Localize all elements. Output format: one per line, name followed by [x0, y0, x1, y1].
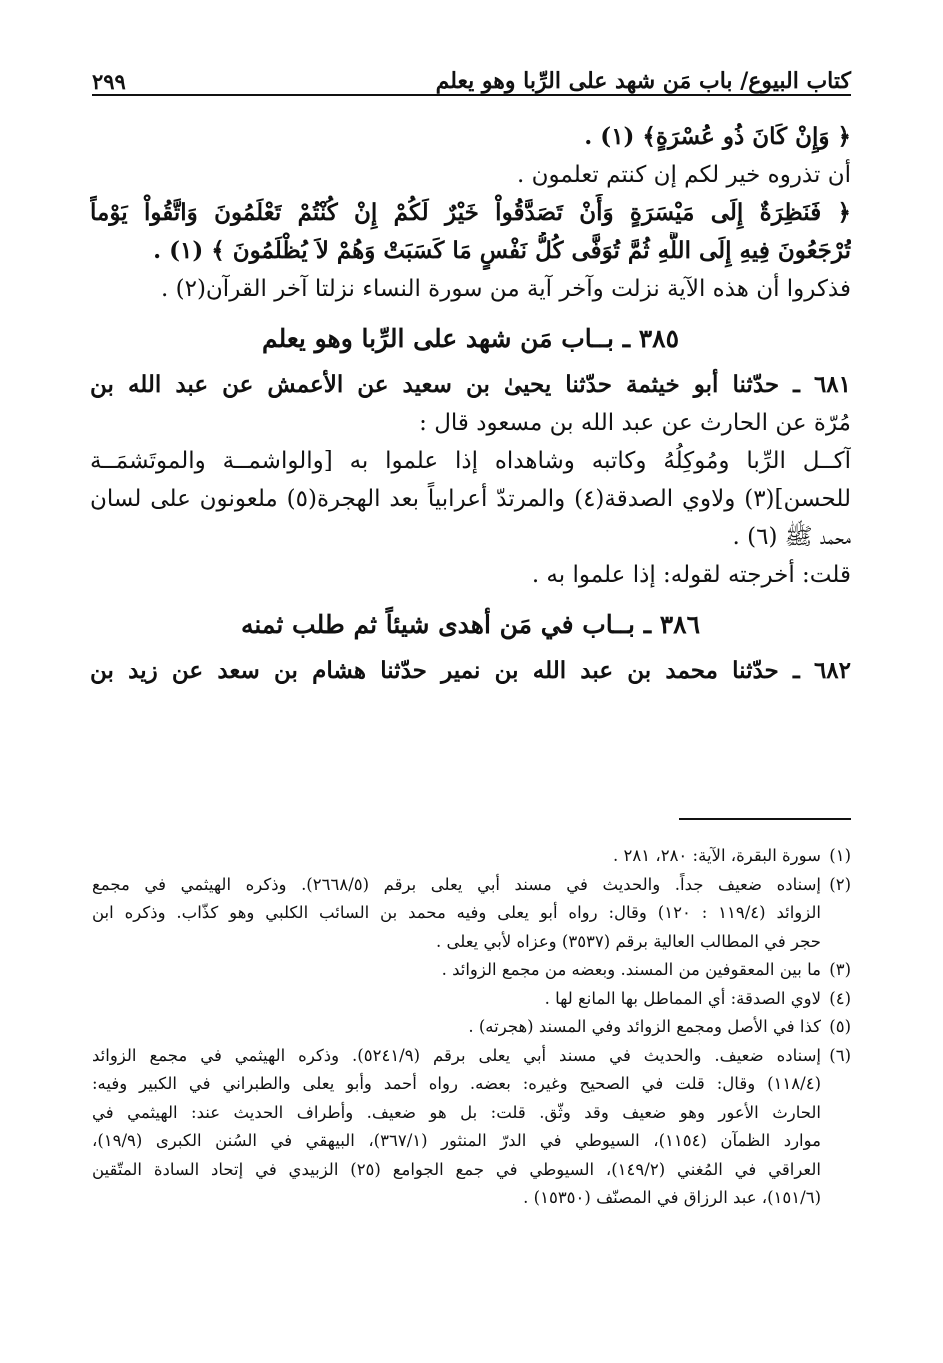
hadith-681-line: محمد ﷺ (٦) .: [732, 524, 851, 550]
footnote: [92, 985, 851, 1014]
quran-verse-line: ﴿ فَنَظِرَةٌ إِلَى مَيْسَرَةٍ وَأَنْ تَصَدَّقُواْ خَيْرٌ لَكُمْ إِنْ كُنْتُمْ تَعْلَمُونَ وَاتَّقُواْ يَوْماً: [90, 199, 851, 226]
page-header: [92, 58, 851, 96]
footnotes: [92, 842, 851, 1213]
footnote-line: ما بين المعقوفين من المسند. وبعضه من مجمع الزوائد .: [441, 960, 821, 979]
main-text: [90, 118, 851, 690]
hadith-681-isnad: ٦٨١ ـ حدّثنا أبو خيثمة حدّثنا يحيىٰ بن سعيد عن الأعمش عن عبد الله بن: [90, 371, 851, 398]
footnote-number: (٦): [829, 1045, 851, 1065]
footnote-line: لاوي الصدقة: أي المماطل بها المانع لها .: [544, 988, 821, 1008]
footnote-separator: [679, 818, 851, 820]
footnote-line: الحارث الأعور وهو ضعيف وقد وثّق. قلت: بل هو ضعيف. وأطراف الحديث عند: الهيثمي في: [92, 1102, 821, 1122]
running-title: كتاب البيوع/ باب مَن شهد على الرِّبا وهو يعلم: [435, 68, 851, 94]
page-number: ٢٩٩: [92, 69, 126, 94]
footnote: [92, 842, 851, 871]
footnote-number: (٤): [829, 988, 851, 1008]
quran-verse-line: تُرْجَعُونَ فِيهِ إِلَى اللَّهِ ثُمَّ تُوَفَّى كُلُّ نَفْسٍ مَا كَسَبَتْ وَهُمْ لاَ يُظْلَمُونَ ﴾ (١) .: [153, 237, 851, 264]
text-line: فذكروا أن هذه الآية نزلت وآخر آية من سورة النساء نزلتا آخر القرآن(٢) .: [160, 276, 851, 302]
footnote: [92, 871, 851, 957]
footnote-number: (١): [829, 846, 851, 865]
footnote-line: سورة البقرة، الآية: ٢٨٠، ٢٨١ .: [613, 846, 821, 865]
chapter-title-385: ٣٨٥ ـ بــاب مَن شهد على الرِّبا وهو يعلم: [261, 324, 680, 353]
hadith-682-isnad: ٦٨٢ ـ حدّثنا محمد بن عبد الله بن نمير حدّثنا هشام بن سعد عن زيد بن: [90, 657, 851, 684]
footnote-line: إسناده ضعيف. والحديث في مسند أبي يعلى برقم (٥٢٤١/٩). وذكره الهيثمي في مجمع الزوائد: [92, 1045, 821, 1065]
footnote: [92, 1013, 851, 1042]
footnote-line: كذا في الأصل ومجمع الزوائد وفي المسند (هجرته) .: [468, 1017, 821, 1036]
footnote-number: (٥): [829, 1017, 851, 1036]
author-note: قلت: أخرجته لقوله: إذا علموا به .: [531, 562, 851, 588]
text-line: أن تذروه خير لكم إن كنتم تعلمون .: [517, 162, 851, 188]
quran-verse-line: ﴿ وَإِنْ كَانَ ذُو عُسْرَةٍ﴾ (١) .: [584, 123, 851, 150]
footnote-number: (٢): [829, 874, 851, 894]
footnote: [92, 1042, 851, 1213]
footnote-line: حجر في المطالب العالية برقم (٣٥٣٧) وعزاه لأبي يعلى .: [435, 931, 821, 951]
footnote-line: موارد الظمآن (١١٥٤)، السيوطي في الدرّ المنثور (٣٦٧/١)، البيهقي في السُنن الكبرى (١٩/٩)،: [92, 1131, 821, 1150]
hadith-681-line: مُرّة عن الحارث عن عبد الله بن مسعود قال :: [419, 410, 851, 436]
footnote-line: (١٥١/٦)، عبد الرزاق في المصنّف (١٥٣٥٠) .: [523, 1188, 821, 1207]
chapter-title-386: ٣٨٦ ـ بــاب في مَن أهدى شيئاً ثم طلب ثمنه: [240, 610, 701, 639]
hadith-681-line: آكــل الرِّبا ومُوكِلُهُ وكاتبه وشاهداه إذا علموا به [والواشمــة والموتَشمَــة: [90, 448, 851, 474]
footnote-line: العراقي في المُغني (١٤٩/٢)، السيوطي في جمع الجوامع (٢٥) الزبيدي في إتحاد السادة المتّقين: [92, 1159, 821, 1179]
footnote-number: (٣): [829, 960, 851, 979]
footnote-line: الزوائد (١١٩/٤ : ١٢٠) وقال: رواه أبو يعلى وفيه محمد بن السائب الكلبي وهو كذّاب. وذكره ابن: [92, 903, 821, 922]
footnote-line: (١١٨/٤) وقال: قلت في الصحيح وغيره: بعضه. رواه أحمد وأبو يعلى والطبراني في الكبير وفيه:: [92, 1074, 821, 1093]
footnote-line: إسناده ضعيف جداً. والحديث في مسند أبي يعلى برقم (٢٦٦٨/٥). وذكره الهيثمي في مجمع: [92, 874, 821, 894]
footnote: [92, 956, 851, 985]
hadith-681-line: للحسن](٣) ولاوي الصدقة(٤) والمرتدّ أعرابياً بعد الهجرة(٥) ملعونون على لسان: [90, 486, 851, 512]
